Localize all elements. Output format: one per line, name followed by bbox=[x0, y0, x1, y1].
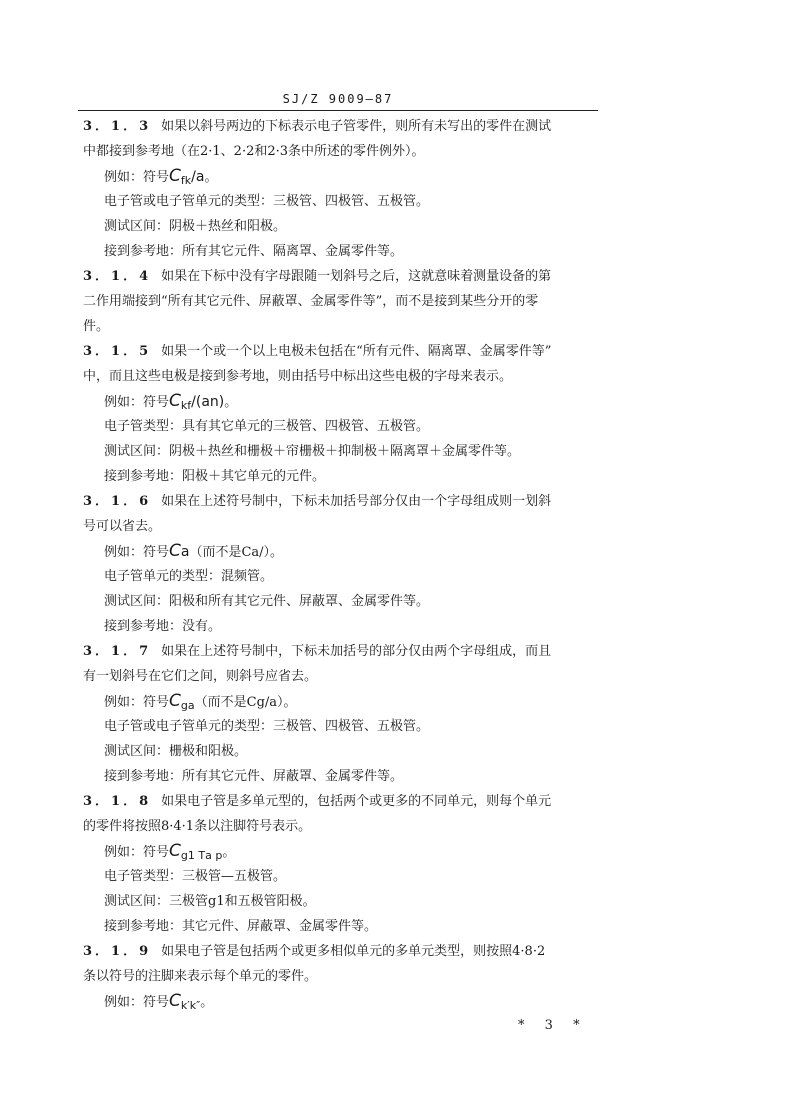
section-3-1-5-detail-3: 接到参考地：阳极＋其它单元的元件。 bbox=[104, 469, 326, 484]
section-3-1-5-detail-1: 电子管类型：具有其它单元的三极管、四极管、五极管。 bbox=[104, 419, 430, 434]
section-3-1-3-line-2: 中都接到参考地（在2·1、2·2和2·3条中所述的零件例外）。 bbox=[83, 144, 425, 159]
section-number: 3．1．7 bbox=[83, 644, 152, 659]
section-3-1-5-detail-2: 测试区间：阴极＋热丝和栅极＋帘栅极＋抑制极＋隔离罩＋金属零件等。 bbox=[104, 444, 521, 459]
symbol: Ca bbox=[169, 541, 190, 561]
section-3-1-7-line-1: 3．1．7 如果在上述符号制中，下标未加括号的部分仅由两个字母组成，而且 bbox=[83, 644, 552, 659]
section-3-1-6-detail-3: 接到参考地：没有。 bbox=[104, 619, 222, 634]
section-3-1-3-detail-2: 测试区间：阴极＋热丝和阳极。 bbox=[104, 219, 287, 234]
section-3-1-3-detail-1: 电子管或电子管单元的类型：三极管、四极管、五极管。 bbox=[104, 194, 430, 209]
footer-star-left: * bbox=[518, 1018, 525, 1033]
symbol: $C_{kf}/(an)$ bbox=[169, 391, 225, 412]
section-number: 3．1．3 bbox=[83, 119, 152, 134]
section-3-1-7-example: 例如：符号$C_{ga}$（而不是Cg/a）。 bbox=[104, 691, 297, 712]
section-3-1-6-example: 例如：符号Ca（而不是Ca/）。 bbox=[104, 541, 284, 561]
page-footer bbox=[510, 1018, 588, 1033]
section-number: 3．1．9 bbox=[83, 944, 152, 959]
section-3-1-7-line-2: 有一划斜号在它们之间，则斜号应省去。 bbox=[83, 669, 318, 684]
section-3-1-9-line-2: 条以符号的注脚来表示每个单元的零件。 bbox=[83, 969, 318, 984]
section-3-1-9-example: 例如：符号$C_{k'k''}$。 bbox=[104, 991, 214, 1012]
section-3-1-6-detail-1: 电子管单元的类型：混频管。 bbox=[104, 569, 274, 584]
section-3-1-3-line-1: 3．1．3 如果以斜号两边的下标表示电子管零件，则所有未写出的零件在测试 bbox=[83, 119, 552, 134]
section-3-1-6-line-2: 号可以省去。 bbox=[83, 519, 162, 534]
symbol: $C_{fk}/a$ bbox=[169, 166, 205, 187]
section-3-1-8-detail-3: 接到参考地：其它元件、屏蔽罩、金属零件等。 bbox=[104, 919, 378, 934]
section-number: 3．1．6 bbox=[83, 494, 152, 509]
section-3-1-7-detail-3: 接到参考地：所有其它元件、屏蔽罩、金属零件等。 bbox=[104, 769, 404, 784]
footer-star-right: * bbox=[573, 1018, 580, 1033]
symbol: $C_{ga}$ bbox=[169, 691, 195, 712]
section-3-1-4-line-2: 二作用端接到“所有其它元件、屏蔽罩、金属零件等”，而不是接到某些分开的零 bbox=[83, 294, 539, 309]
section-3-1-8-line-1: 3．1．8 如果电子管是多单元型的，包括两个或更多的不同单元，则每个单元 bbox=[83, 794, 552, 809]
section-number: 3．1．5 bbox=[83, 344, 152, 359]
section-3-1-6-detail-2: 测试区间：阳极和所有其它元件、屏蔽罩、金属零件等。 bbox=[104, 594, 430, 609]
section-3-1-8-detail-2: 测试区间：三极管g1和五极管阳极。 bbox=[104, 894, 316, 909]
section-3-1-5-line-1: 3．1．5 如果一个或一个以上电极未包括在“所有元件、隔离罩、金属零件等” bbox=[83, 344, 552, 359]
section-3-1-8-detail-1: 电子管类型：三极管—五极管。 bbox=[104, 869, 287, 884]
section-3-1-9-line-1: 3．1．9 如果电子管是包括两个或更多相似单元的多单元类型，则按照4·8·2 bbox=[83, 944, 546, 959]
document-header: SJ/Z 9009—87 bbox=[282, 92, 394, 106]
page-number: 3 bbox=[544, 1018, 553, 1033]
section-3-1-8-example: 例如：符号$C_{g1 Ta p}$。 bbox=[104, 841, 236, 862]
section-number: 3．1．8 bbox=[83, 794, 152, 809]
section-3-1-4-line-3: 件。 bbox=[83, 319, 110, 334]
section-3-1-3-detail-3: 接到参考地：所有其它元件、隔离罩、金属零件等。 bbox=[104, 244, 404, 259]
section-3-1-7-detail-2: 测试区间：栅极和阳极。 bbox=[104, 744, 248, 759]
section-3-1-5-example: 例如：符号$C_{kf}/(an)$。 bbox=[104, 391, 238, 412]
section-3-1-5-line-2: 中，而且这些电极是接到参考地，则由括号中标出这些电极的字母来表示。 bbox=[83, 369, 513, 384]
section-3-1-7-detail-1: 电子管或电子管单元的类型：三极管、四极管、五极管。 bbox=[104, 719, 430, 734]
symbol: $C_{k'k''}$ bbox=[169, 991, 201, 1012]
section-3-1-3-example: 例如：符号$C_{fk}/a$。 bbox=[104, 166, 218, 187]
section-3-1-8-line-2: 的零件将按照8·4·1条以注脚符号表示。 bbox=[83, 819, 312, 834]
symbol: $C_{g1 Ta p}$ bbox=[169, 841, 223, 862]
section-3-1-4-line-1: 3．1．4 如果在下标中没有字母跟随一划斜号之后，这就意味着测量设备的第 bbox=[83, 269, 552, 284]
section-number: 3．1．4 bbox=[83, 269, 152, 284]
section-3-1-6-line-1: 3．1．6 如果在上述符号制中，下标未加括号部分仅由一个字母组成则一划斜 bbox=[83, 494, 552, 509]
header-rule bbox=[78, 110, 598, 111]
